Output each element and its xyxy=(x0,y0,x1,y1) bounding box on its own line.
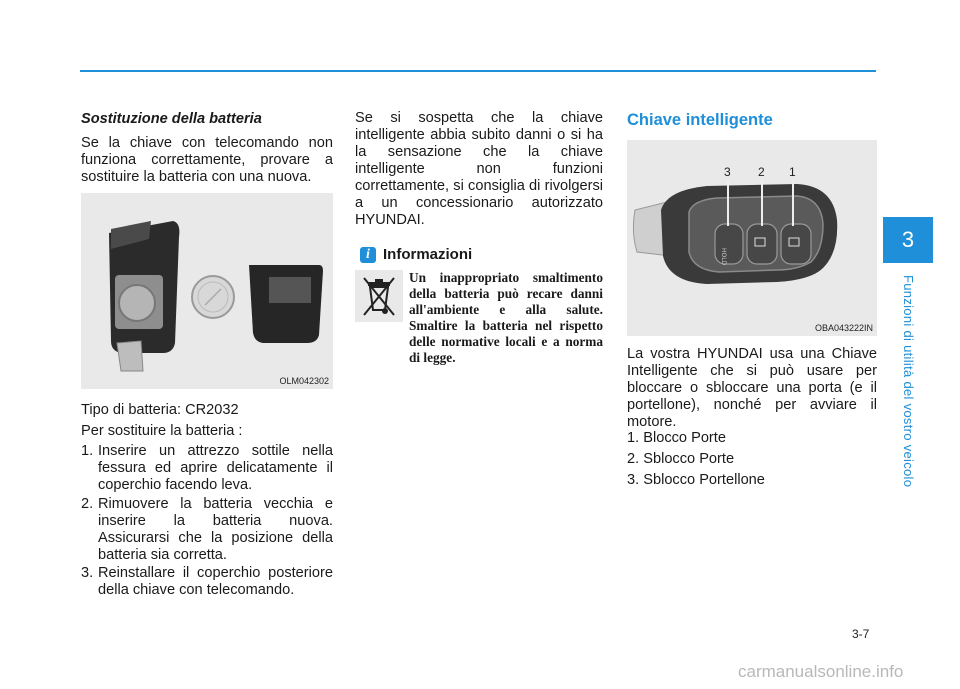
step-number: 3. xyxy=(81,565,94,581)
section-heading-smart-key: Chiave intelligente xyxy=(627,111,773,129)
section-heading-battery: Sostituzione della batteria xyxy=(81,111,262,127)
step-text: Rimuovere la batteria vecchia e inserire la batteria nuova. Assicurarsi che la posizione della batteria sia corretta. xyxy=(98,496,333,563)
chapter-number-badge: 3 xyxy=(883,217,933,263)
intro-paragraph: Se la chiave con telecomando non funziona correttamente, provare a sostituire la batteria con una nuova. xyxy=(81,135,333,185)
list-item-unlock: 2. Sblocco Porte xyxy=(627,451,735,467)
step-number: 2. xyxy=(81,496,94,512)
watermark: carmanualsonline.info xyxy=(738,662,904,681)
header-rule xyxy=(80,70,876,72)
info-icon: i xyxy=(360,247,376,263)
chapter-side-title-text: Funzioni di utilità del vostro veicolo xyxy=(901,275,916,488)
battery-figure xyxy=(81,193,333,389)
smart-key-damage-paragraph: Se si sospetta che la chiave intelligente abbia subito danni o si ha la sensazione che la chiave intelligente non funzioni correttamente, si consiglia di rivolgersi a un concessionario autorizzato HYUNDAI. xyxy=(355,110,603,228)
chapter-side-title xyxy=(896,275,918,495)
callout-2: 2 xyxy=(758,165,765,179)
page-number: 3-7 xyxy=(852,627,870,641)
smart-key-figure xyxy=(627,140,877,336)
callout-1: 1 xyxy=(789,165,796,179)
disposal-note: Un inappropriato smaltimento della batteria può recare danni all'ambiente e alla salute. Smaltire la batteria nel rispetto delle normative locali e a norma di legge. xyxy=(409,270,603,365)
callout-3: 3 xyxy=(724,165,731,179)
step-number: 1. xyxy=(81,443,94,459)
svg-text:HOLD: HOLD xyxy=(720,248,727,266)
figure-code-oba: OBA043222IN xyxy=(814,323,873,333)
key-battery-illustration xyxy=(81,193,333,389)
step-text: Inserire un attrezzo sottile nella fessura ed aprire delicatamente il coperchio facendo leva. xyxy=(98,443,333,493)
step-text: Reinstallare il coperchio posteriore della chiave con telecomando. xyxy=(98,565,333,598)
figure-code-olm: OLM042302 xyxy=(279,376,329,386)
battery-type: Tipo di batteria: CR2032 xyxy=(81,402,239,418)
list-item-lock: 1. Blocco Porte xyxy=(627,430,726,446)
crossed-bin-icon xyxy=(355,270,403,322)
info-title: Informazioni xyxy=(383,246,473,263)
smart-key-illustration xyxy=(627,140,877,336)
smart-key-paragraph: La vostra HYUNDAI usa una Chiave Intelligente che si può usare per bloccare o sbloccare una porta (e il portellone), nonché per avviare il motore. xyxy=(627,346,877,430)
list-item-tailgate: 3. Sblocco Portellone xyxy=(627,472,765,488)
steps-intro: Per sostituire la batteria : xyxy=(81,423,243,439)
weee-symbol xyxy=(355,270,403,322)
